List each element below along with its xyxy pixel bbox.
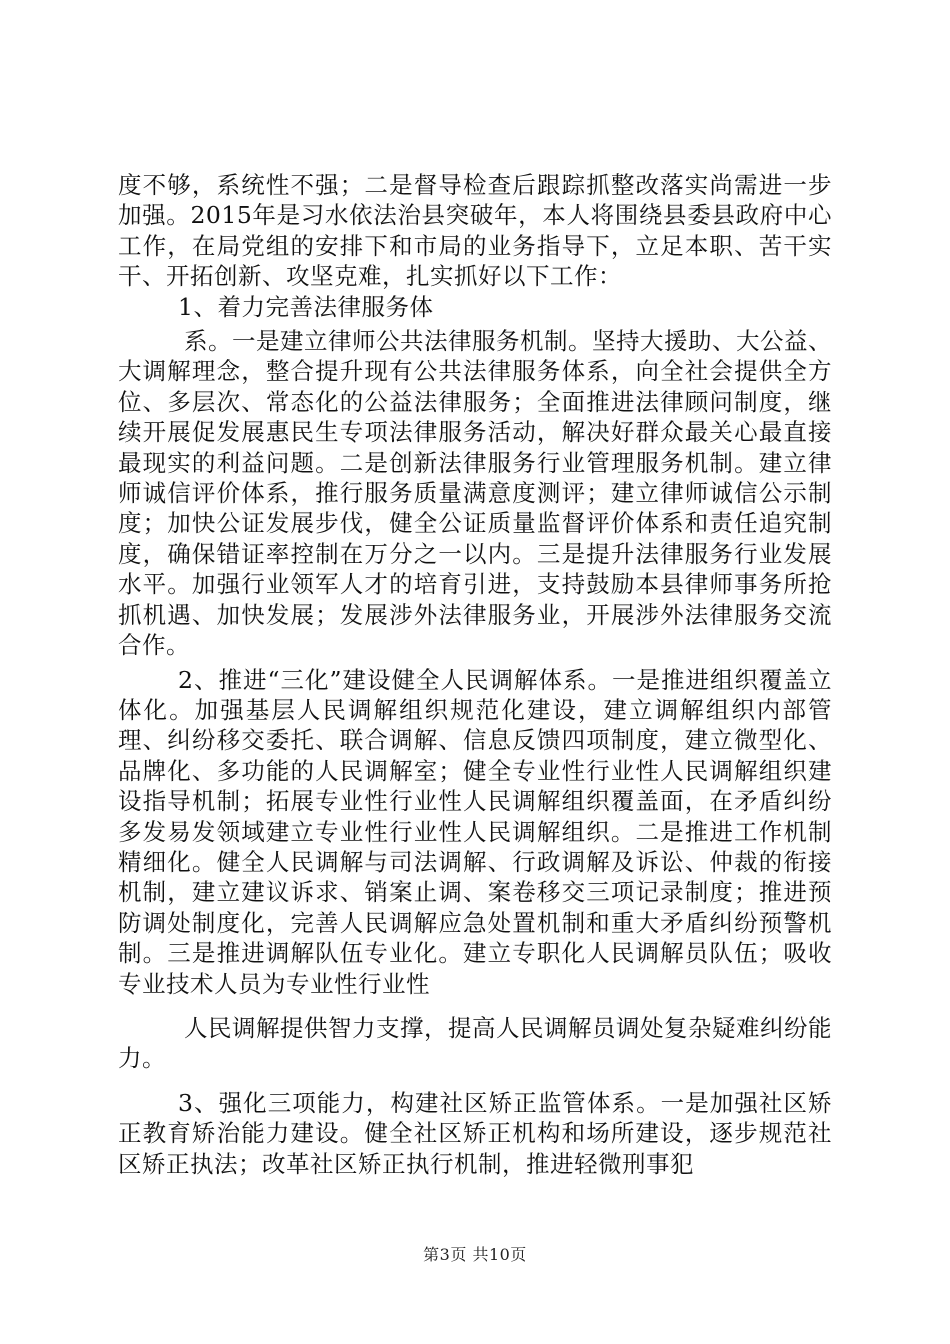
paragraph-section-2-continued: 人民调解提供智力支撑，提高人民调解员调处复杂疑难纠纷能力。: [118, 1013, 832, 1073]
paragraph-section-2: 2、推进“三化”建设健全人民调解体系。一是推进组织覆盖立体化。加强基层人民调解组织规范化建设，建立调解组织内部管理、纠纷移交委托、联合调解、信息反馈四项制度，建立微型化、品牌化、多功能的人民调解室；健全专业性行业性人民调解组织建设指导机制；拓展专业性行业性人民调解组织覆盖面，在矛盾纠纷多发易发领域建立专业性行业性人民调解组织。二是推进工作机制精细化。健全人民调解与司法调解、行政调解及诉讼、仲裁的衔接机制，建立建议诉求、销案止调、案卷移交三项记录制度；推进预防调处制度化，完善人民调解应急处置机制和重大矛盾纠纷预警机制。三是推进调解队伍专业化。建立专职化人民调解员队伍；吸收专业技术人员为专业性行业性: [118, 665, 832, 998]
page-number-footer: 第3页 共10页: [423, 1245, 527, 1264]
paragraph-intro: 度不够，系统性不强；二是督导检查后跟踪抓整改落实尚需进一步加强。2015年是习水依法治县突破年，本人将围绕县委县政府中心工作，在局党组的安排下和市局的业务指导下，立足本职、苦干实干、开拓创新、攻坚克难，扎实抓好以下工作：: [118, 171, 832, 291]
section-heading-1: 1、着力完善法律服务体: [178, 292, 434, 321]
paragraph-section-1: 系。一是建立律师公共法律服务机制。坚持大援助、大公益、大调解理念，整合提升现有公共法律服务体系，向全社会提供全方位、多层次、常态化的公益法律服务；全面推进法律顾问制度，继续开展促发展惠民生专项法律服务活动，解决好群众最关心最直接最现实的利益问题。二是创新法律服务行业管理服务机制。建立律师诚信评价体系，推行服务质量满意度测评；建立律师诚信公示制度；加快公证发展步伐，健全公证质量监督评价体系和责任追究制度，确保错证率控制在万分之一以内。三是提升法律服务行业发展水平。加强行业领军人才的培育引进，支持鼓励本县律师事务所抢抓机遇、加快发展；发展涉外法律服务业，开展涉外法律服务交流合作。: [118, 327, 832, 660]
paragraph-section-3: 3、强化三项能力，构建社区矫正监管体系。一是加强社区矫正教育矫治能力建设。健全社区矫正机构和场所建设，逐步规范社区矫正执法；改革社区矫正执行机制，推进轻微刑事犯: [118, 1088, 832, 1178]
document-body: [118, 170, 832, 1179]
